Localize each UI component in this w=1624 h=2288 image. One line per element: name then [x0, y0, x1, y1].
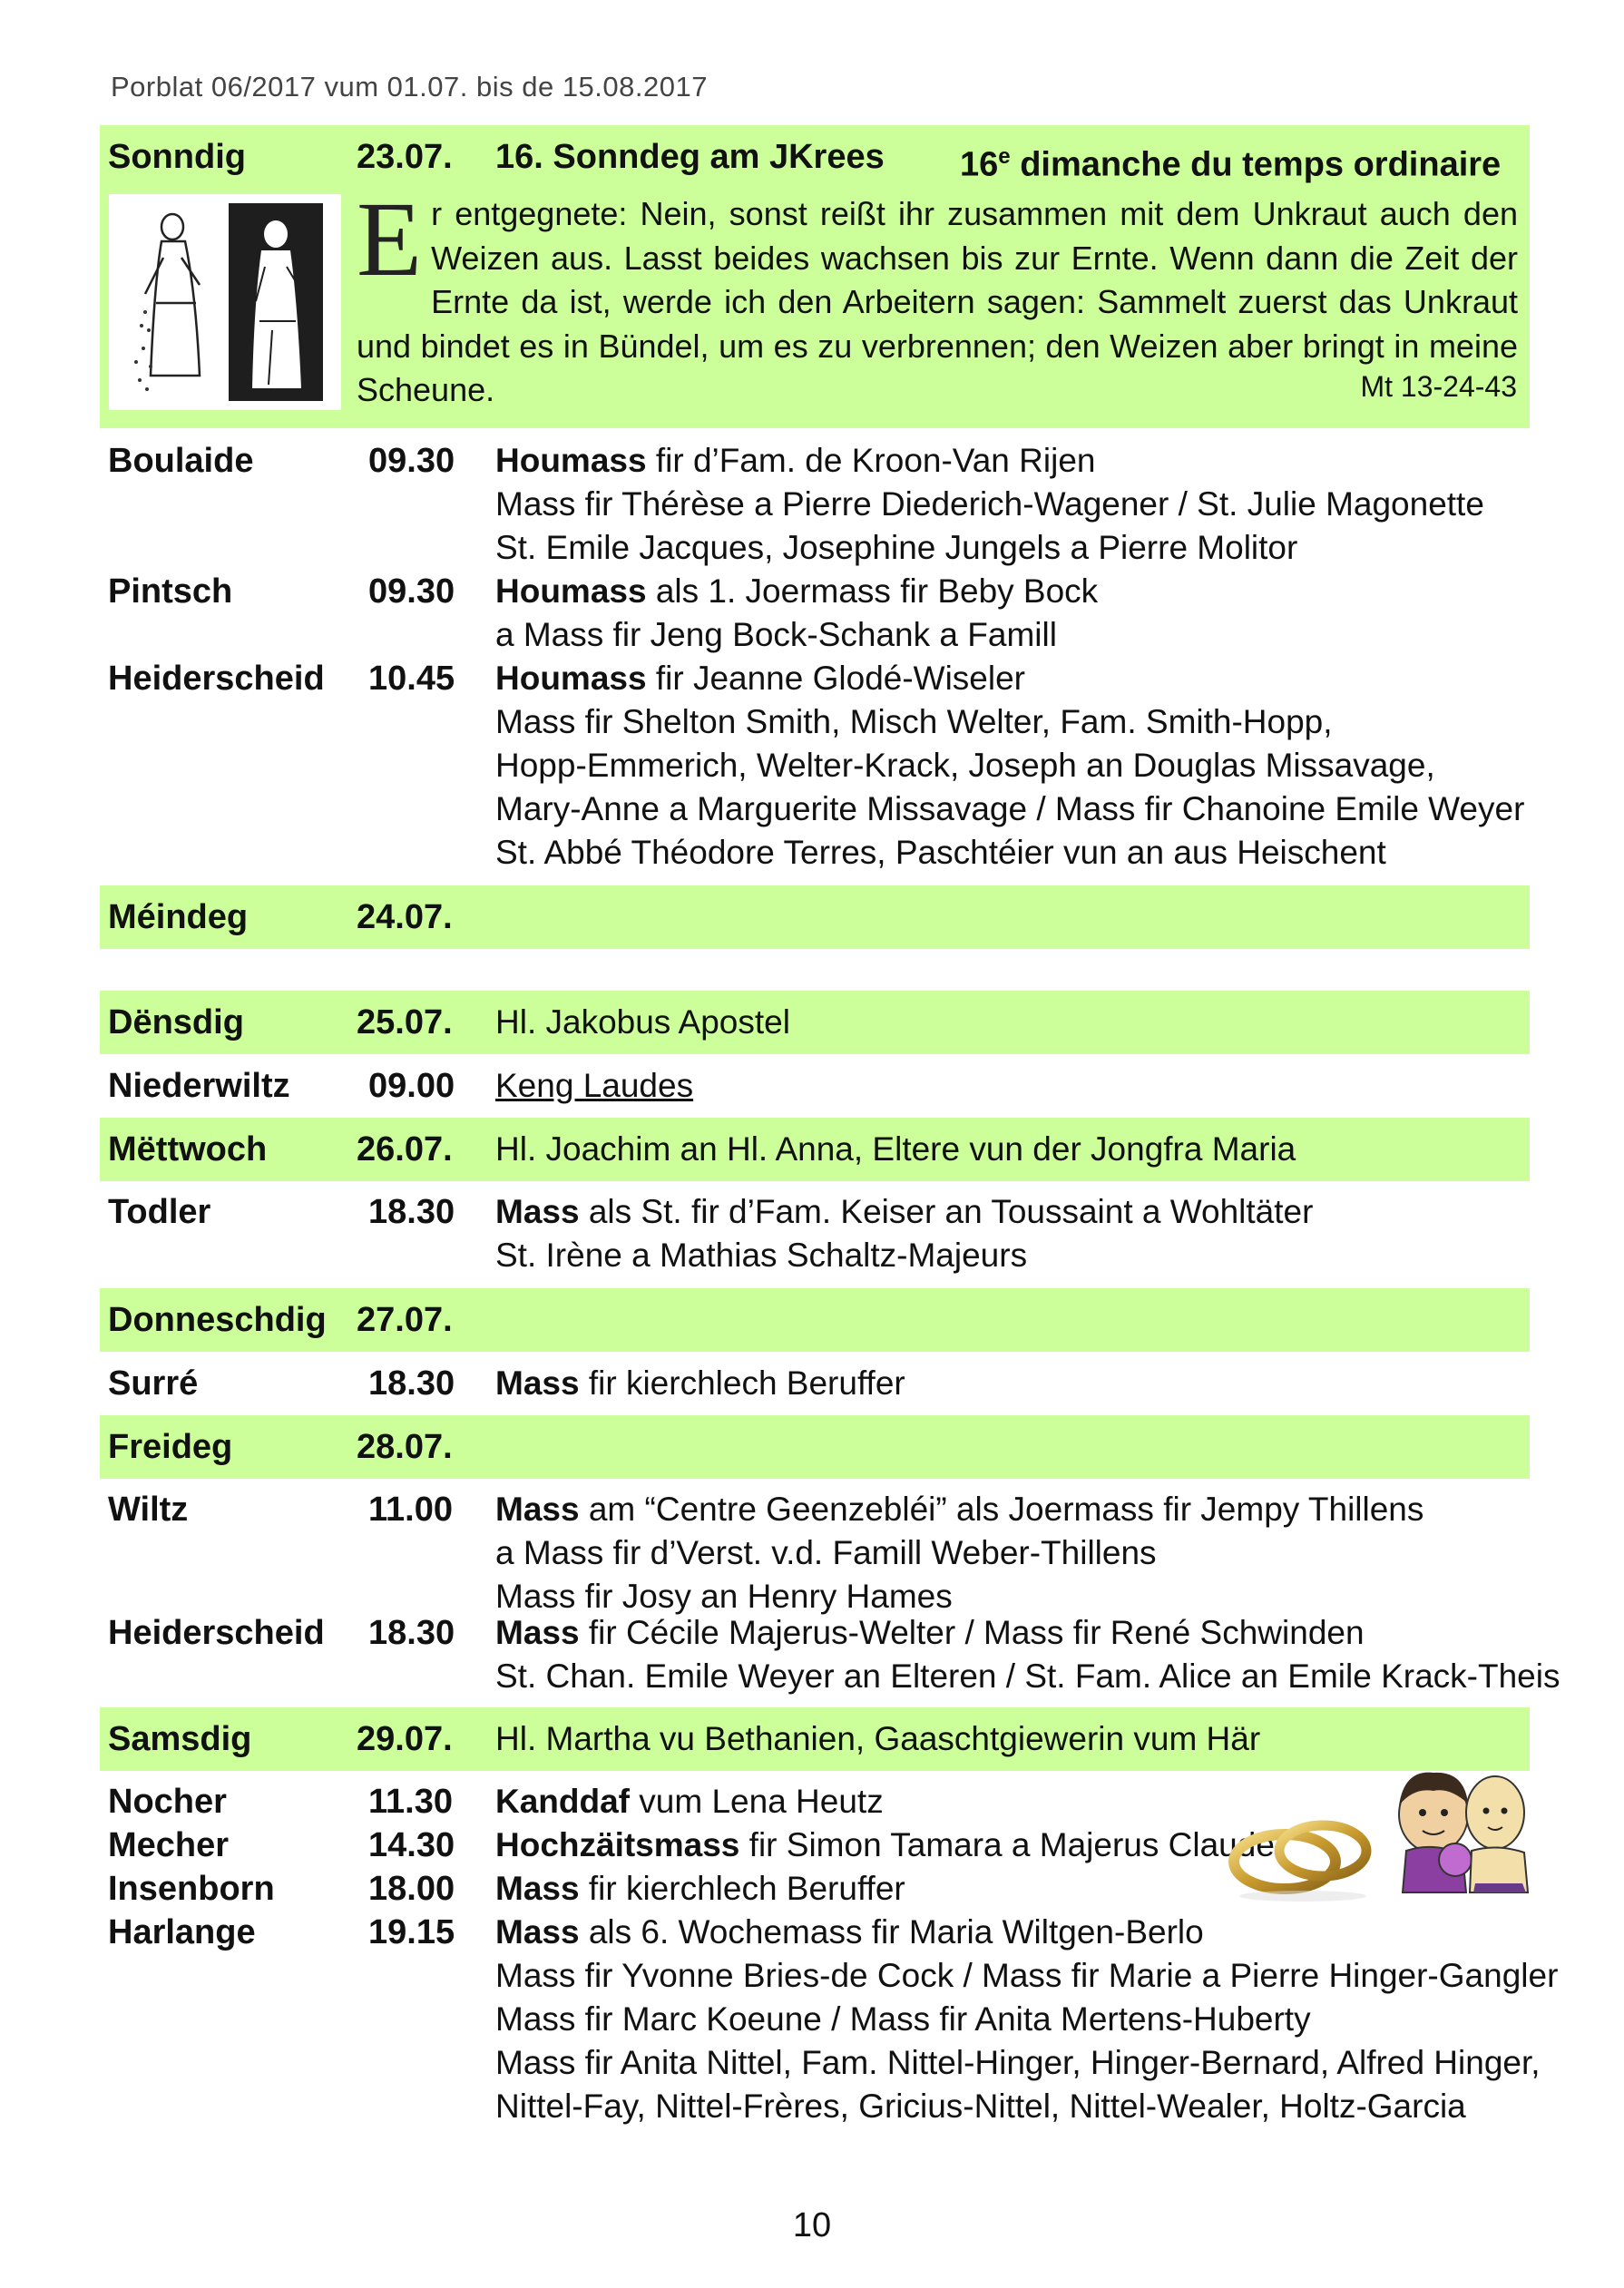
entry-line: Houmass als 1. Joermass fir Beby Bock	[495, 572, 1099, 610]
sunday-title-lu: 16. Sonndeg am JKrees	[495, 138, 885, 176]
entry-place: Surré	[108, 1364, 199, 1403]
gospel-reading	[357, 180, 1518, 413]
day-date: 24.07.	[357, 898, 453, 936]
entry-time: 09.00	[368, 1067, 455, 1105]
day-note: Hl. Jakobus Apostel	[495, 1003, 790, 1041]
day-name: Samsdig	[108, 1720, 252, 1758]
day-band-tuesday	[100, 991, 1530, 1054]
sunday-day: Sonndig	[108, 138, 246, 176]
entry-line: Mass als 6. Wochemass fir Maria Wiltgen-Berlo	[495, 1913, 1204, 1951]
entry-time: 18.30	[368, 1614, 455, 1652]
entry-place: Pintsch	[108, 572, 233, 611]
entry-line: Mass fir Thérèse a Pierre Diederich-Wagener / St. Julie Magonette	[495, 485, 1484, 523]
day-note: Hl. Joachim an Hl. Anna, Eltere vun der Jongfra Maria	[495, 1130, 1296, 1168]
entry-place: Heiderscheid	[108, 660, 325, 698]
entry-line: Hopp-Emmerich, Welter-Krack, Joseph an Douglas Missavage,	[495, 747, 1435, 784]
entry-line: Nittel-Fay, Nittel-Frères, Gricius-Nittel, Nittel-Wealer, Holtz-Garcia	[495, 2088, 1466, 2125]
day-band-saturday	[100, 1707, 1530, 1771]
entry-line: a Mass fir d’Verst. v.d. Famill Weber-Thillens	[495, 1534, 1157, 1571]
wedding-rings-icon	[1221, 1805, 1384, 1905]
entry-time: 18.00	[368, 1870, 455, 1908]
entry-place: Niederwiltz	[108, 1067, 290, 1105]
entry-time: 11.30	[368, 1783, 453, 1821]
entry-place: Heiderscheid	[108, 1614, 325, 1652]
entry-line: a Mass fir Jeng Bock-Schank a Famill	[495, 616, 1057, 653]
entry-line: Mass fir Shelton Smith, Misch Welter, Fam. Smith-Hopp,	[495, 703, 1333, 740]
day-name: Donneschdig	[108, 1301, 327, 1339]
sunday-title-fr	[960, 125, 1501, 197]
couple-illustration-icon	[1386, 1760, 1541, 1896]
day-name: Freideg	[108, 1428, 233, 1466]
entry-time: 18.30	[368, 1364, 455, 1403]
entry-time: 18.30	[368, 1193, 455, 1231]
sunday-date: 23.07.	[357, 138, 453, 176]
day-date: 25.07.	[357, 1003, 453, 1041]
day-band-wednesday	[100, 1118, 1530, 1181]
entry-line: Mass fir Josy an Henry Hames	[495, 1578, 953, 1615]
entry-line: Mass fir Yvonne Bries-de Cock / Mass fir Marie a Pierre Hinger-Gangler	[495, 1957, 1559, 1994]
entry-text: Keng Laudes	[495, 1067, 694, 1104]
entry-place: Boulaide	[108, 442, 254, 480]
entry-line: Mary-Anne a Marguerite Missavage / Mass fir Chanoine Emile Weyer	[495, 790, 1525, 827]
entry-lines	[495, 1611, 1560, 1698]
reading-text: r entgegnete: Nein, sonst reißt ihr zusammen mit dem Unkraut auch den Weizen aus. Lasst beides wachsen bis zur Ernte. Wenn dann die Zeit der Ernte da ist, werde ich den Arbeitern sagen: Sammelt zuerst das Unkraut und bindet es in Bündel, um es zu verbrennen; den Weizen aber bringt in meine Scheune.	[357, 195, 1518, 408]
entry-place: Wiltz	[108, 1491, 189, 1529]
entry-time: 10.45	[368, 660, 455, 698]
entry-place: Harlange	[108, 1913, 256, 1951]
entry-line: St. Irène a Mathias Schaltz-Majeurs	[495, 1237, 1028, 1274]
entry-pintsch	[100, 570, 1530, 657]
entry-line: St. Emile Jacques, Josephine Jungels a Pierre Molitor	[495, 529, 1298, 566]
entry-time: 14.30	[368, 1826, 455, 1864]
entry-line: Houmass fir Jeanne Glodé-Wiseler	[495, 660, 1026, 697]
entry-text: Mass fir kierchlech Beruffer	[495, 1364, 905, 1402]
entry-line: Mass fir Cécile Majerus-Welter / Mass fir René Schwinden	[495, 1614, 1365, 1651]
saturday-places	[108, 1780, 275, 1954]
entry-boulaide	[100, 439, 1530, 570]
entry-niederwiltz	[100, 1054, 1530, 1118]
entry-line: St. Abbé Théodore Terres, Paschtéier vun an aus Heischent	[495, 834, 1386, 871]
entry-line: St. Chan. Emile Weyer an Elteren / St. Fam. Alice an Emile Krack-Theis	[495, 1657, 1560, 1695]
entry-place: Mecher	[108, 1826, 230, 1864]
entry-lines	[495, 439, 1484, 570]
page-header: Porblat 06/2017 vum 01.07. bis de 15.08.2017	[111, 71, 708, 103]
parable-illustration	[109, 194, 341, 410]
saturday-times	[368, 1780, 455, 1954]
entry-time: 09.30	[368, 442, 455, 480]
entry-heiderscheid-fri	[100, 1611, 1560, 1707]
entry-place: Nocher	[108, 1783, 227, 1821]
entry-lines	[495, 1488, 1423, 1618]
reading-dropcap: E	[357, 180, 423, 298]
entry-line: Kanddaf vum Lena Heutz	[495, 1783, 884, 1820]
entry-time: 19.15	[368, 1913, 455, 1951]
entry-line: Mass fir Marc Koeune / Mass fir Anita Mertens-Huberty	[495, 2000, 1311, 2038]
day-name: Dënsdig	[108, 1003, 244, 1041]
entry-time: 09.30	[368, 572, 455, 611]
entry-wiltz	[100, 1479, 1530, 1615]
sunday-title-fr-rest: dimanche du temps ordinaire	[1010, 145, 1502, 184]
day-date: 28.07.	[357, 1428, 453, 1466]
entry-line: Mass am “Centre Geenzebléi” als Joermass fir Jempy Thillens	[495, 1491, 1424, 1528]
page-number: 10	[792, 2206, 832, 2244]
entry-time: 11.00	[368, 1491, 453, 1529]
day-date: 26.07.	[357, 1130, 453, 1168]
sunday-title-fr-sup: e	[998, 144, 1011, 169]
reading-reference: Mt 13-24-43	[1360, 370, 1517, 403]
entry-place: Todler	[108, 1193, 211, 1231]
entry-todler	[100, 1181, 1530, 1288]
entry-line: Mass fir Anita Nittel, Fam. Nittel-Hinger, Hinger-Bernard, Alfred Hinger,	[495, 2044, 1541, 2081]
day-band-friday	[100, 1415, 1530, 1479]
day-band-monday	[100, 885, 1530, 949]
day-band-thursday	[100, 1288, 1530, 1352]
day-name: Méindeg	[108, 898, 249, 936]
entry-place: Insenborn	[108, 1870, 275, 1908]
entry-line: Hochzäitsmass fir Simon Tamara a Majerus Claude	[495, 1826, 1275, 1863]
entry-lines	[495, 570, 1098, 657]
day-date: 29.07.	[357, 1720, 453, 1758]
sunday-block	[100, 125, 1530, 428]
sunday-title-fr-num: 16	[960, 145, 999, 184]
entry-lines	[495, 657, 1524, 875]
entry-line: Mass fir kierchlech Beruffer	[495, 1870, 905, 1907]
entry-line: Houmass fir d’Fam. de Kroon-Van Rijen	[495, 442, 1096, 479]
entry-heiderscheid	[100, 657, 1530, 875]
entry-surre	[100, 1352, 1530, 1415]
entry-line: Mass als St. fir d’Fam. Keiser an Toussaint a Wohltäter	[495, 1193, 1314, 1230]
sower-figures-icon	[109, 194, 341, 410]
day-date: 27.07.	[357, 1301, 453, 1339]
entry-lines	[495, 1190, 1313, 1277]
day-name: Mëttwoch	[108, 1130, 268, 1168]
day-note: Hl. Martha vu Bethanien, Gaaschtgiewerin vum Här	[495, 1720, 1261, 1757]
